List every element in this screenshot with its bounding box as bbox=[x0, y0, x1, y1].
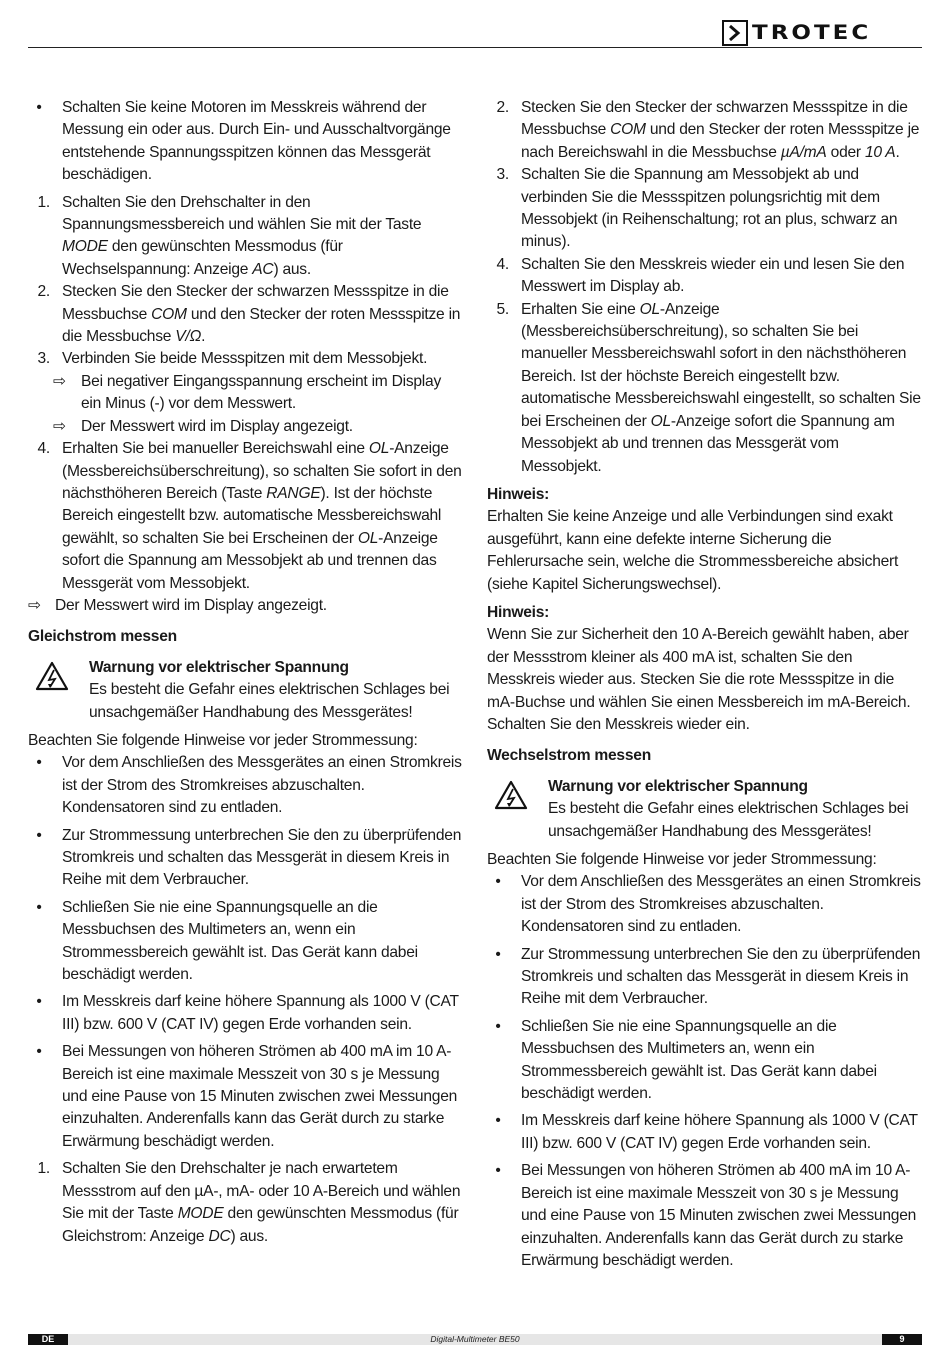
intro-text: Beachten Sie folgende Hinweise vor jeder Strommessung: bbox=[28, 731, 418, 749]
list-item: • Schließen Sie nie eine Spannungsquelle an die Messbuchsen des Multimeters an, wenn ein Strommessbereich gewählt ist. Das Gerät kann dabei beschädigt werden. bbox=[487, 1016, 923, 1106]
list-item: • Im Messkreis darf keine höhere Spannung als 1000 V (CAT III) bzw. 600 V (CAT IV) gegen Erde vorhanden sein. bbox=[28, 991, 464, 1036]
warning-text: Es besteht die Gefahr eines elektrischen Schlages bei unsachgemäßer Handhabung des Messgerätes! bbox=[548, 800, 909, 840]
list-item: • Zur Strommessung unterbrechen Sie den zu überprüfenden Stromkreis und schalten das Messgerät in diesem Kreis in Reihe mit dem Verbraucher. bbox=[28, 825, 464, 892]
bullet-icon: • bbox=[36, 1043, 42, 1061]
list-item: • Zur Strommessung unterbrechen Sie den zu überprüfenden Stromkreis und schalten das Messgerät in diesem Kreis in Reihe mit dem Verbraucher. bbox=[487, 944, 923, 1011]
right-column bbox=[487, 97, 923, 1272]
footer-document-title: Digital-Multimeter BE50 bbox=[430, 1334, 520, 1344]
step-item: 5. Erhalten Sie eine OL-Anzeige (Messbereichsüberschreitung), so schalten Sie bei manueller Messbereichswahl sofort in den nächsthöheren Bereich. Ist der höchste Bereich eingestellt bzw. automatische Messbereichswahl eingestellt, so schalten Sie bei Erscheinen der OL-Anzeige sofort die Spannung am Messobjekt ab und trennen das Messgerät vom Messobjekt. bbox=[496, 300, 921, 475]
step-item: 1. Schalten Sie den Drehschalter in den Spannungsmessbereich und wählen Sie mit der Taste MODE den gewünschten Messmodus (für Wechselspannung: Anzeige AC) aus. bbox=[37, 193, 422, 278]
list-item: • Schließen Sie nie eine Spannungsquelle an die Messbuchsen des Multimeters an, wenn ein Strommessbereich gewählt ist. Das Gerät kann dabei beschädigt werden. bbox=[28, 897, 464, 987]
bullet-icon: • bbox=[36, 826, 42, 844]
bullet-icon: • bbox=[36, 99, 42, 116]
result-item: ⇨ Bei negativer Eingangsspannung erscheint im Display ein Minus (-) vor dem Messwert. bbox=[53, 372, 441, 413]
bullet-icon: • bbox=[495, 873, 501, 891]
hint-title: Hinweis: bbox=[487, 485, 550, 503]
bullet-icon: • bbox=[495, 1017, 501, 1035]
left-column bbox=[28, 97, 464, 1248]
warning-title: Warnung vor elektrischer Spannung bbox=[548, 777, 808, 795]
section-heading-dc: Gleichstrom messen bbox=[28, 628, 177, 646]
bullet-icon: • bbox=[36, 898, 42, 916]
list-item: • Bei Messungen von höheren Strömen ab 400 mA im 10 A-Bereich ist eine maximale Messzeit von 30 s je Messung und eine Pause von 15 Minuten zwischen zwei Messungen einzuhalten. Anderenfalls kann das Gerät durch zu starke Erwärmung beschädigt werden. bbox=[28, 1041, 464, 1153]
bullet-icon: • bbox=[495, 945, 501, 963]
list-item: • Bei Messungen von höheren Strömen ab 400 mA im 10 A-Bereich ist eine maximale Messzeit von 30 s je Messung und eine Pause von 15 Minuten zwischen zwei Messungen einzuhalten. Anderenfalls kann das Gerät durch zu starke Erwärmung beschädigt werden. bbox=[487, 1160, 923, 1272]
list-item: • Vor dem Anschließen des Messgerätes an einen Stromkreis ist der Strom des Stromkreises abzuschalten. Kondensatoren sind zu entladen. bbox=[487, 871, 923, 938]
arrow-right-icon: ⇨ bbox=[53, 372, 66, 390]
step-item: 2. Stecken Sie den Stecker der schwarzen Messspitze in die Messbuchse COM und den Stecker der roten Messspitze in die Messbuchse V/Ω. bbox=[37, 283, 461, 346]
warning-box bbox=[28, 657, 464, 724]
step-item: 3. Schalten Sie die Spannung am Messobjekt ab und verbinden Sie die Messspitzen polungsrichtig mit dem Messobjekt (in Reihenschaltung; rot an plus, schwarz an minus). bbox=[496, 166, 898, 251]
step-item: 2. Stecken Sie den Stecker der schwarzen Messspitze in die Messbuchse COM und den Stecker der roten Messspitze je nach Bereichswahl in die Messbuchse µA/mA oder 10 A. bbox=[496, 99, 920, 161]
step-item: 4. Schalten Sie den Messkreis wieder ein und lesen Sie den Messwert im Display ab. bbox=[496, 255, 905, 296]
result-item: ⇨ Der Messwert wird im Display angezeigt. bbox=[28, 416, 464, 438]
warning-triangle-icon bbox=[494, 780, 528, 810]
page-footer bbox=[28, 1334, 922, 1345]
step-item: 1. Schalten Sie den Drehschalter je nach erwartetem Messstrom auf den µA-, mA- oder 10 A-Bereich und wählen Sie mit der Taste MODE den gewünschten Messmodus (für Gleichstrom: Anzeige DC) aus. bbox=[37, 1160, 461, 1245]
bullet-icon: • bbox=[36, 754, 42, 772]
footer-language-badge: DE bbox=[28, 1334, 68, 1345]
footer-page-number: 9 bbox=[882, 1334, 922, 1345]
brand-logo bbox=[722, 18, 871, 48]
step-item: 4. Erhalten Sie bei manueller Bereichswahl eine OL-Anzeige (Messbereichsüberschreitung), so schalten Sie sofort in den nächsthöheren Bereich (Taste RANGE). Ist der höchste Bereich eingestellt bzw. automatische Messbereichswahl gewählt, so schalten Sie bei Erscheinen der OL-Anzeige sofort die Spannung am Messobjekt ab und trennen das Messgerät vom Messobjekt. bbox=[37, 440, 462, 592]
brand-name: TROTEC bbox=[752, 21, 872, 45]
bullet-icon: • bbox=[36, 993, 42, 1011]
warning-triangle-icon bbox=[35, 661, 69, 691]
hint-text: Erhalten Sie keine Anzeige und alle Verbindungen sind exakt ausgeführt, kann eine defekte interne Sicherung die Fehlerursache sein, welche die Strommessbereiche absichert (siehe Kapitel Sicherungswechsel). bbox=[487, 508, 899, 593]
section-heading-ac: Wechselstrom messen bbox=[487, 747, 651, 765]
hint-text: Wenn Sie zur Sicherheit den 10 A-Bereich gewählt haben, aber der Messstrom kleiner als 400 mA ist, schalten Sie den Messkreis wieder aus. Stecken Sie die rote Messspitze in die mA-Buchse und wählen Sie einen Messbereich im mA-Bereich. Schalten Sie den Messkreis wieder ein. bbox=[487, 626, 911, 733]
list-item: • Vor dem Anschließen des Messgerätes an einen Stromkreis ist der Strom des Stromkreises abzuschalten. Kondensatoren sind zu entladen. bbox=[28, 752, 464, 819]
arrow-right-icon: ⇨ bbox=[53, 417, 66, 435]
bullet-icon: • bbox=[495, 1162, 501, 1180]
warning-title: Warnung vor elektrischer Spannung bbox=[89, 658, 349, 676]
result-item: ⇨ Der Messwert wird im Display angezeigt. bbox=[28, 595, 464, 617]
intro-text: Beachten Sie folgende Hinweise vor jeder Strommessung: bbox=[487, 851, 877, 868]
header-divider bbox=[28, 47, 922, 48]
bullet-icon: • bbox=[495, 1112, 501, 1130]
step-item: 3. Verbinden Sie beide Messspitzen mit dem Messobjekt. bbox=[37, 350, 428, 368]
logo-chevron-icon bbox=[722, 20, 748, 46]
list-item: • Im Messkreis darf keine höhere Spannung als 1000 V (CAT III) bzw. 600 V (CAT IV) gegen Erde vorhanden sein. bbox=[487, 1110, 923, 1155]
warning-text: Es besteht die Gefahr eines elektrischen Schlages bei unsachgemäßer Handhabung des Messgerätes! bbox=[89, 681, 450, 721]
list-item: • Schalten Sie keine Motoren im Messkreis während der Messung ein oder aus. Durch Ein- und Ausschaltvorgänge entstehende Spannungsspitzen können das Messgerät beschädigen. bbox=[28, 97, 464, 187]
warning-box bbox=[487, 776, 923, 843]
hint-title: Hinweis: bbox=[487, 603, 550, 621]
arrow-right-icon: ⇨ bbox=[28, 596, 41, 614]
